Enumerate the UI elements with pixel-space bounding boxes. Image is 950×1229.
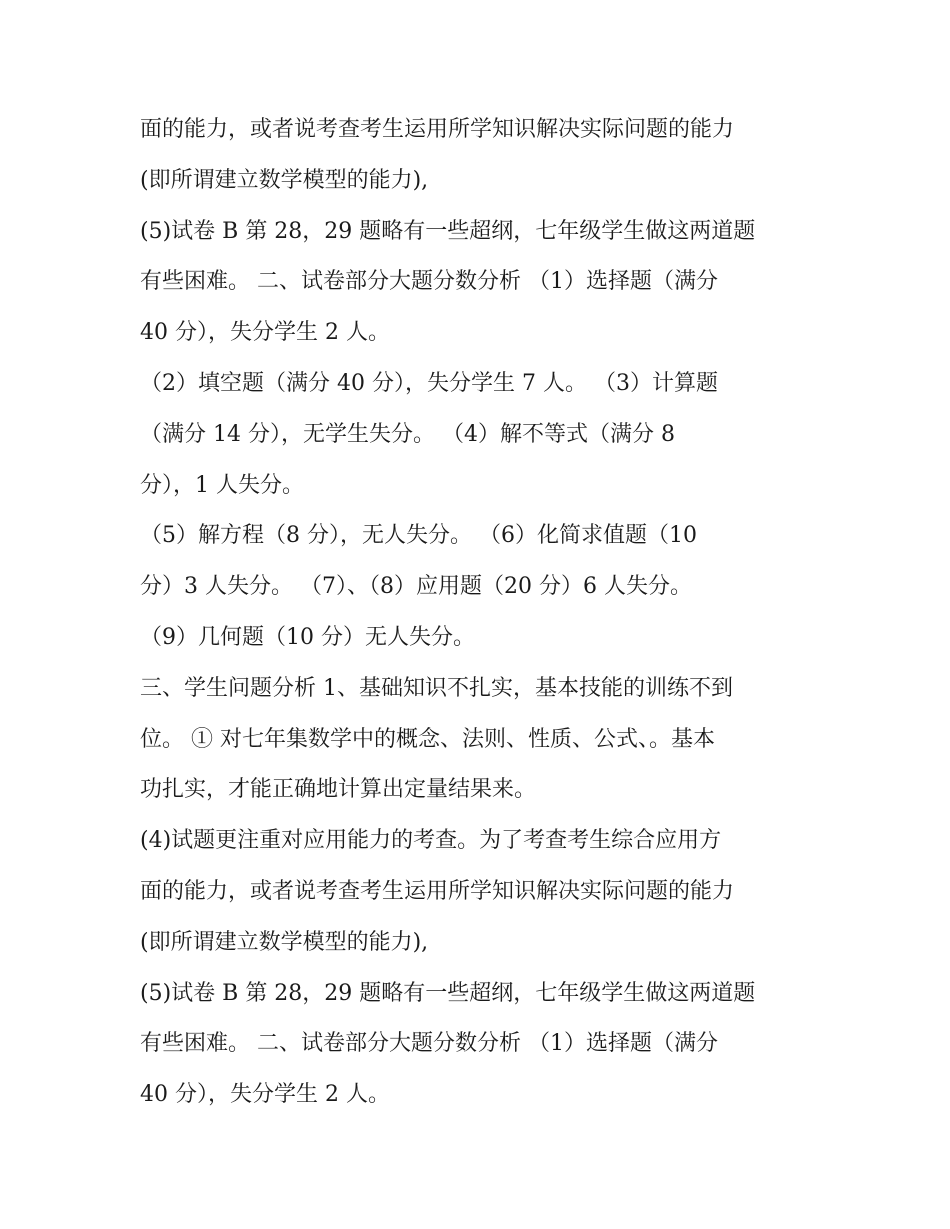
- text-line: (5)试卷 B 第 28，29 题略有一些超纲，七年级学生做这两道题: [140, 218, 756, 244]
- text-line: 分），1 人失分。: [140, 472, 304, 498]
- text-line: 三、学生问题分析 1、基础知识不扎实，基本技能的训练不到: [140, 675, 733, 701]
- text-line: 位。 ① 对七年集数学中的概念、法则、性质、公式、。基本: [140, 726, 715, 752]
- text-line: 40 分），失分学生 2 人。: [140, 1082, 390, 1108]
- text-line: 分）3 人失分。 （7）、（8）应用题（20 分）6 人失分。: [140, 574, 692, 600]
- text-line: （2）填空题（满分 40 分），失分学生 7 人。 （3）计算题: [140, 370, 718, 396]
- text-line: (即所谓建立数学模型的能力),: [140, 167, 429, 193]
- text-line: 面的能力，或者说考查考生运用所学知识解决实际问题的能力: [140, 878, 735, 904]
- text-line: 有些困难。 二、试卷部分大题分数分析 （1）选择题（满分: [140, 269, 718, 295]
- text-line: 功扎实，才能正确地计算出定量结果来。: [140, 777, 537, 803]
- text-line: (即所谓建立数学模型的能力),: [140, 929, 429, 955]
- document-body: [140, 105, 830, 1121]
- text-line: 有些困难。 二、试卷部分大题分数分析 （1）选择题（满分: [140, 1031, 718, 1057]
- text-line: 面的能力，或者说考查考生运用所学知识解决实际问题的能力: [140, 117, 735, 142]
- text-line: （满分 14 分），无学生失分。 （4）解不等式（满分 8: [140, 421, 675, 447]
- text-line: （9）几何题（10 分）无人失分。: [140, 624, 475, 650]
- text-line: 40 分），失分学生 2 人。: [140, 320, 390, 346]
- text-line: (5)试卷 B 第 28，29 题略有一些超纲，七年级学生做这两道题: [140, 980, 756, 1006]
- text-line: （5）解方程（8 分），无人失分。 （6）化简求值题（10: [140, 523, 697, 549]
- text-line: (4)试题更注重对应用能力的考查。为了考查考生综合应用方: [140, 828, 722, 854]
